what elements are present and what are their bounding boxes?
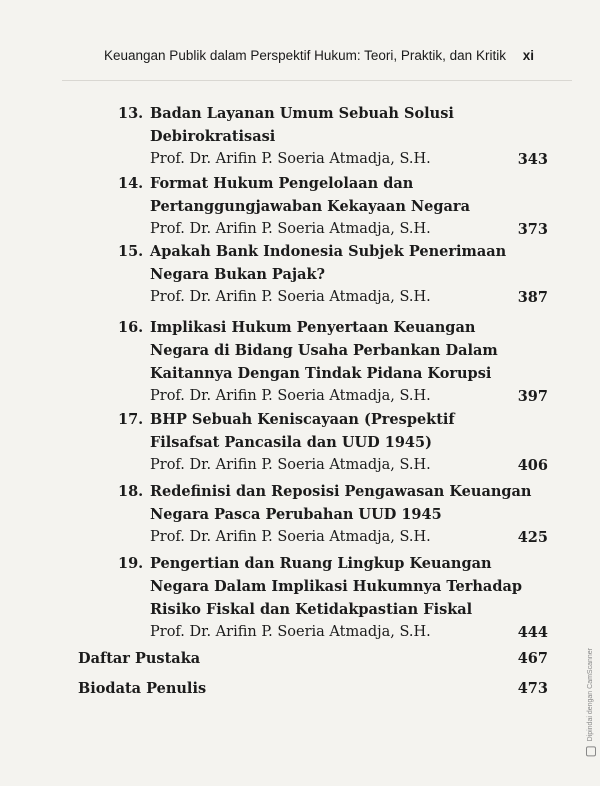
entry-title-line: Apakah Bank Indonesia Subjek Penerimaan <box>150 243 507 260</box>
entry-author: Prof. Dr. Arifin P. Soeria Atmadja, S.H. <box>150 388 431 404</box>
entry-number: 15. <box>118 243 144 260</box>
toc-entry-19[interactable] <box>118 552 548 644</box>
entry-page: 444 <box>517 624 548 641</box>
entry-number: 19. <box>118 555 144 572</box>
entry-title-line: Implikasi Hukum Penyertaan Keuangan <box>150 319 476 336</box>
entry-title-line: Risiko Fiskal dan Ketidakpastian Fiskal <box>150 601 473 618</box>
entry-page: 343 <box>517 151 548 168</box>
back-matter-label: Biodata Penulis <box>78 680 207 697</box>
entry-title-line: BHP Sebuah Keniscayaan (Prespektif <box>150 411 455 428</box>
running-header <box>104 48 534 63</box>
entry-number: 17. <box>118 411 144 428</box>
entry-number: 13. <box>118 105 144 122</box>
entry-author: Prof. Dr. Arifin P. Soeria Atmadja, S.H. <box>150 289 431 305</box>
back-matter-page: 467 <box>517 650 548 667</box>
entry-title-line: Negara di Bidang Usaha Perbankan Dalam <box>150 342 498 359</box>
toc-entry-13[interactable] <box>118 102 548 171</box>
toc-biodata-penulis[interactable] <box>78 680 548 697</box>
page-number: xi <box>522 48 534 63</box>
entry-title-line: Badan Layanan Umum Sebuah Solusi <box>150 105 454 122</box>
entry-title-line: Negara Pasca Perubahan UUD 1945 <box>150 506 442 523</box>
entry-title-line: Pengertian dan Ruang Lingkup Keuangan <box>150 555 492 572</box>
entry-page: 425 <box>517 529 548 546</box>
entry-author: Prof. Dr. Arifin P. Soeria Atmadja, S.H. <box>150 529 431 545</box>
toc-entry-18[interactable] <box>118 480 548 549</box>
entry-page: 397 <box>517 388 548 405</box>
entry-page: 373 <box>517 221 548 238</box>
entry-number: 16. <box>118 319 144 336</box>
entry-title-line: Kaitannya Dengan Tindak Pidana Korupsi <box>150 365 492 382</box>
entry-number: 18. <box>118 483 144 500</box>
entry-title-line: Filsafsat Pancasila dan UUD 1945) <box>150 434 432 451</box>
entry-title-line: Redefinisi dan Reposisi Pengawasan Keuangan <box>150 483 532 500</box>
back-matter-page: 473 <box>517 680 548 697</box>
header-divider <box>62 80 572 81</box>
entry-page: 406 <box>517 457 548 474</box>
toc-entry-16[interactable] <box>118 316 548 408</box>
toc-daftar-pustaka[interactable] <box>78 650 548 667</box>
toc-entry-14[interactable] <box>118 172 548 241</box>
entry-author: Prof. Dr. Arifin P. Soeria Atmadja, S.H. <box>150 221 431 237</box>
toc-entry-15[interactable] <box>118 240 548 309</box>
camscanner-icon <box>586 746 596 756</box>
entry-author: Prof. Dr. Arifin P. Soeria Atmadja, S.H. <box>150 624 431 640</box>
entry-title-line: Pertanggungjawaban Kekayaan Negara <box>150 198 470 215</box>
entry-author: Prof. Dr. Arifin P. Soeria Atmadja, S.H. <box>150 151 431 167</box>
entry-title-line: Debirokratisasi <box>150 128 276 145</box>
running-title: Keuangan Publik dalam Perspektif Hukum: Teori, Praktik, dan Kritik <box>104 48 506 63</box>
scanner-watermark-text: Dipindai dengan CamScanner <box>587 647 594 742</box>
entry-title-line: Negara Bukan Pajak? <box>150 266 326 283</box>
entry-author: Prof. Dr. Arifin P. Soeria Atmadja, S.H. <box>150 457 431 473</box>
entry-title-line: Format Hukum Pengelolaan dan <box>150 175 414 192</box>
entry-title-line: Negara Dalam Implikasi Hukumnya Terhadap <box>150 578 522 595</box>
back-matter-label: Daftar Pustaka <box>78 650 201 667</box>
toc-entry-17[interactable] <box>118 408 548 477</box>
entry-number: 14. <box>118 175 144 192</box>
entry-page: 387 <box>517 289 548 306</box>
scanner-watermark <box>586 648 596 756</box>
